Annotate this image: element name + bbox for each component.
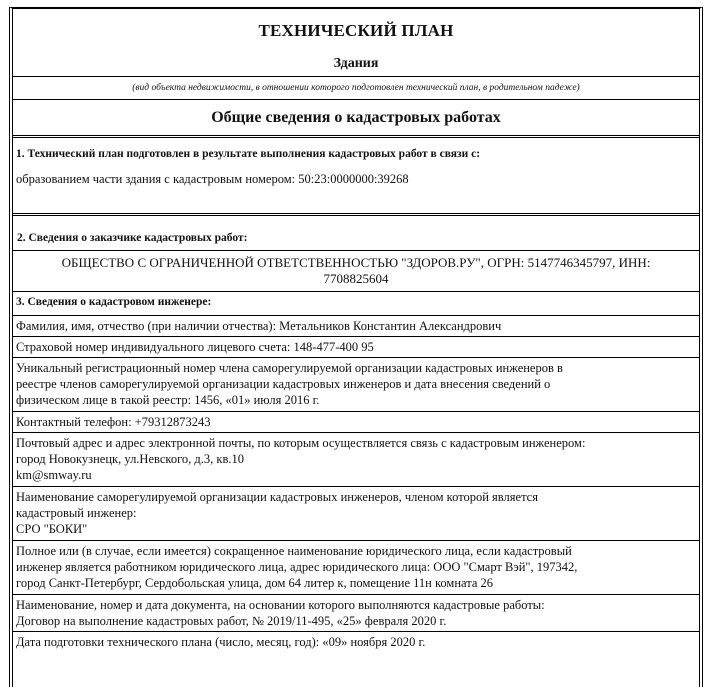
object-type: Здания bbox=[333, 56, 379, 71]
section-1 bbox=[13, 138, 699, 216]
registry-line-1: Уникальный регистрационный номер члена саморегулируемой организации кадастровых инженеров в bbox=[16, 361, 563, 375]
customer-line-1: ОБЩЕСТВО С ОГРАНИЧЕННОЙ ОТВЕТСТВЕННОСТЬЮ "ЗДОРОВ.РУ", ОГРН: 5147746345797, ИНН: bbox=[61, 255, 651, 270]
sro-name: СРО "БОКИ" bbox=[16, 522, 88, 536]
engineer-address bbox=[13, 433, 699, 487]
employer-line-2: инженер является работником юридического лица, адрес юридического лица: ООО "Смарт Вэй", 197342, bbox=[16, 560, 578, 574]
section-2-value bbox=[13, 251, 699, 292]
technical-plan-sheet bbox=[9, 7, 703, 687]
address-line-2: город Новокузнецк, ул.Невского, д.3, кв.10 bbox=[16, 452, 244, 466]
engineer-employer bbox=[13, 541, 699, 595]
sro-line-1: Наименование саморегулируемой организации кадастровых инженеров, членом которой является bbox=[16, 490, 538, 504]
title-block bbox=[13, 9, 699, 77]
employer-line-1: Полное или (в случае, если имеется) сокращенное наименование юридического лица, если кадастровый bbox=[16, 544, 572, 558]
section-1-value: образованием части здания с кадастровым номером: 50:23:0000000:39268 bbox=[16, 172, 409, 186]
section-2-heading: 2. Сведения о заказчике кадастровых работ: bbox=[13, 216, 699, 251]
section-3-heading: 3. Сведения о кадастровом инженере: bbox=[13, 292, 699, 316]
contract-line-2: Договор на выполнение кадастровых работ, № 2019/11-495, «25» февраля 2020 г. bbox=[16, 614, 447, 628]
object-type-hint: (вид объекта недвижимости, в отношении которого подготовлен технический план, в родительном падеже) bbox=[13, 77, 699, 100]
customer-line-2: 7708825604 bbox=[323, 271, 389, 286]
section-1-heading: 1. Технический план подготовлен в результате выполнения кадастровых работ в связи с: bbox=[16, 148, 481, 160]
engineer-full-name: Фамилия, имя, отчество (при наличии отчества): Метальников Константин Александрович bbox=[13, 316, 699, 337]
section-title: Общие сведения о кадастровых работах bbox=[13, 100, 699, 138]
employer-line-3: город Санкт-Петербург, Сердобольская улица, дом 64 литер к, помещение 11н комната 26 bbox=[16, 576, 494, 590]
address-line-1: Почтовый адрес и адрес электронной почты, по которым осуществляется связь с кадастровым инженером: bbox=[16, 436, 586, 450]
engineer-phone: Контактный телефон: +79312873243 bbox=[13, 412, 699, 433]
contract-document bbox=[13, 595, 699, 632]
document-title: ТЕХНИЧЕСКИЙ ПЛАН bbox=[258, 21, 454, 40]
engineer-sro bbox=[13, 487, 699, 541]
engineer-registry bbox=[13, 358, 699, 412]
sro-line-2: кадастровый инженер: bbox=[16, 506, 137, 520]
registry-line-3: физическом лице в такой реестр: 1456, «01» июля 2016 г. bbox=[16, 393, 320, 407]
preparation-date: Дата подготовки технического плана (число, месяц, год): «09» ноября 2020 г. bbox=[16, 635, 426, 649]
registry-line-2: реестре членов саморегулируемой организации кадастровых инженеров и дата внесения сведений о bbox=[16, 377, 551, 391]
contract-line-1: Наименование, номер и дата документа, на основании которого выполняются кадастровые работы: bbox=[16, 598, 545, 612]
engineer-email: km@smway.ru bbox=[16, 468, 92, 482]
engineer-snils: Страховой номер индивидуального лицевого счета: 148-477-400 95 bbox=[13, 337, 699, 358]
